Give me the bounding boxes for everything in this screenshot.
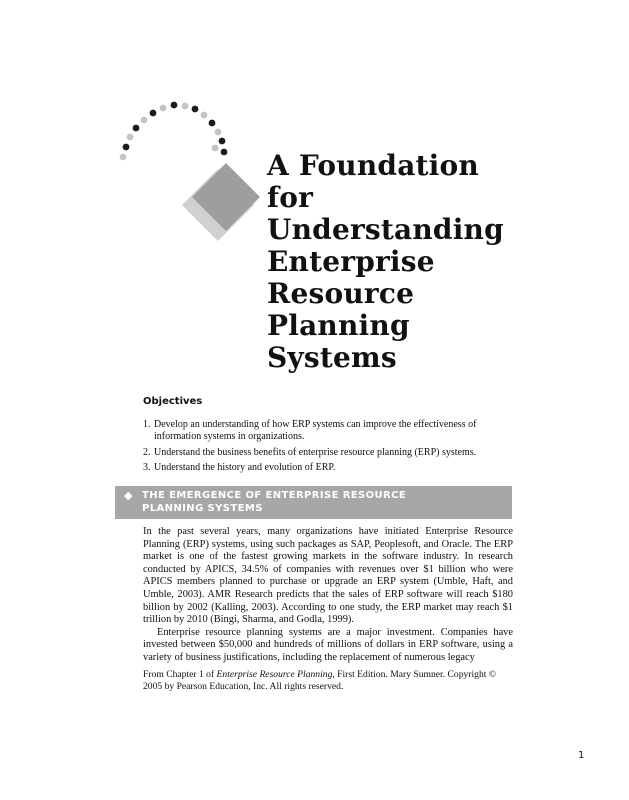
chapter-opener-graphic <box>110 95 270 245</box>
source-prefix: From Chapter 1 of <box>143 669 217 680</box>
paragraph: Enterprise resource planning systems are a major investment. Companies have invested between $50,000 and hundreds of millions of dollars in ERP software, using a variety of business justifications, including the replacement of numerous legacy <box>143 626 513 663</box>
objective-text: Develop an understanding of how ERP systems can improve the effectiveness of information systems in organizations. <box>154 419 477 442</box>
section-heading <box>142 489 502 515</box>
page-number: 1 <box>578 750 585 761</box>
paragraph: In the past several years, many organizations have initiated Enterprise Resource Planning (ERP) systems, using such packages as SAP, Peoplesoft, and Oracle. The ERP market is one of the fastest growing markets in the software industry. In research conducted by APICS, 34.5% of companies with revenues over $1 billion who were APICS members planned to purchase or upgrade an ERP system (Umble, Haft, and Umble, 2003). AMR Research predicts that the sales of ERP software will reach $180 billion by 2002 (Kalling, 2003). According to one study, the ERP market may reach $1 trillion by 2010 (Bingi, Sharma, and Godla, 1999). <box>143 526 513 626</box>
objectives-list <box>143 419 493 478</box>
section-heading-banner <box>115 486 512 519</box>
title-line: Understanding <box>267 213 504 246</box>
title-line: Planning <box>267 309 410 342</box>
objectives-heading: Objectives <box>143 396 203 407</box>
section-heading-line: PLANNING SYSTEMS <box>142 503 263 514</box>
section-heading-line: THE EMERGENCE OF ENTERPRISE RESOURCE <box>142 490 407 501</box>
objective-item <box>143 419 493 443</box>
source-book-title: Enterprise Resource Planning <box>216 669 333 680</box>
objective-number: 3. <box>143 462 151 473</box>
objective-item <box>143 462 493 474</box>
title-line: Resource <box>267 277 415 310</box>
objective-item <box>143 447 493 459</box>
objective-text: Understand the business benefits of enterprise resource planning (ERP) systems. <box>154 446 477 458</box>
source-note <box>143 669 513 694</box>
title-line: Systems <box>267 341 397 374</box>
objective-number: 1. <box>143 419 151 430</box>
body-text <box>143 526 513 665</box>
dotted-arc <box>120 102 228 161</box>
diamond-bullet-icon: ◆ <box>124 489 133 502</box>
title-line: A Foundation <box>267 149 479 182</box>
title-line: Enterprise <box>267 245 435 278</box>
title-line: for <box>267 181 314 214</box>
objective-number: 2. <box>143 446 151 458</box>
objective-text: Understand the history and evolution of ERP. <box>154 462 336 473</box>
chapter-title <box>267 150 607 374</box>
source-suffix: , First Edition. Mary Sumner. Copyright © 2005 by Pearson Education, Inc. All rights reserved. <box>143 669 497 693</box>
